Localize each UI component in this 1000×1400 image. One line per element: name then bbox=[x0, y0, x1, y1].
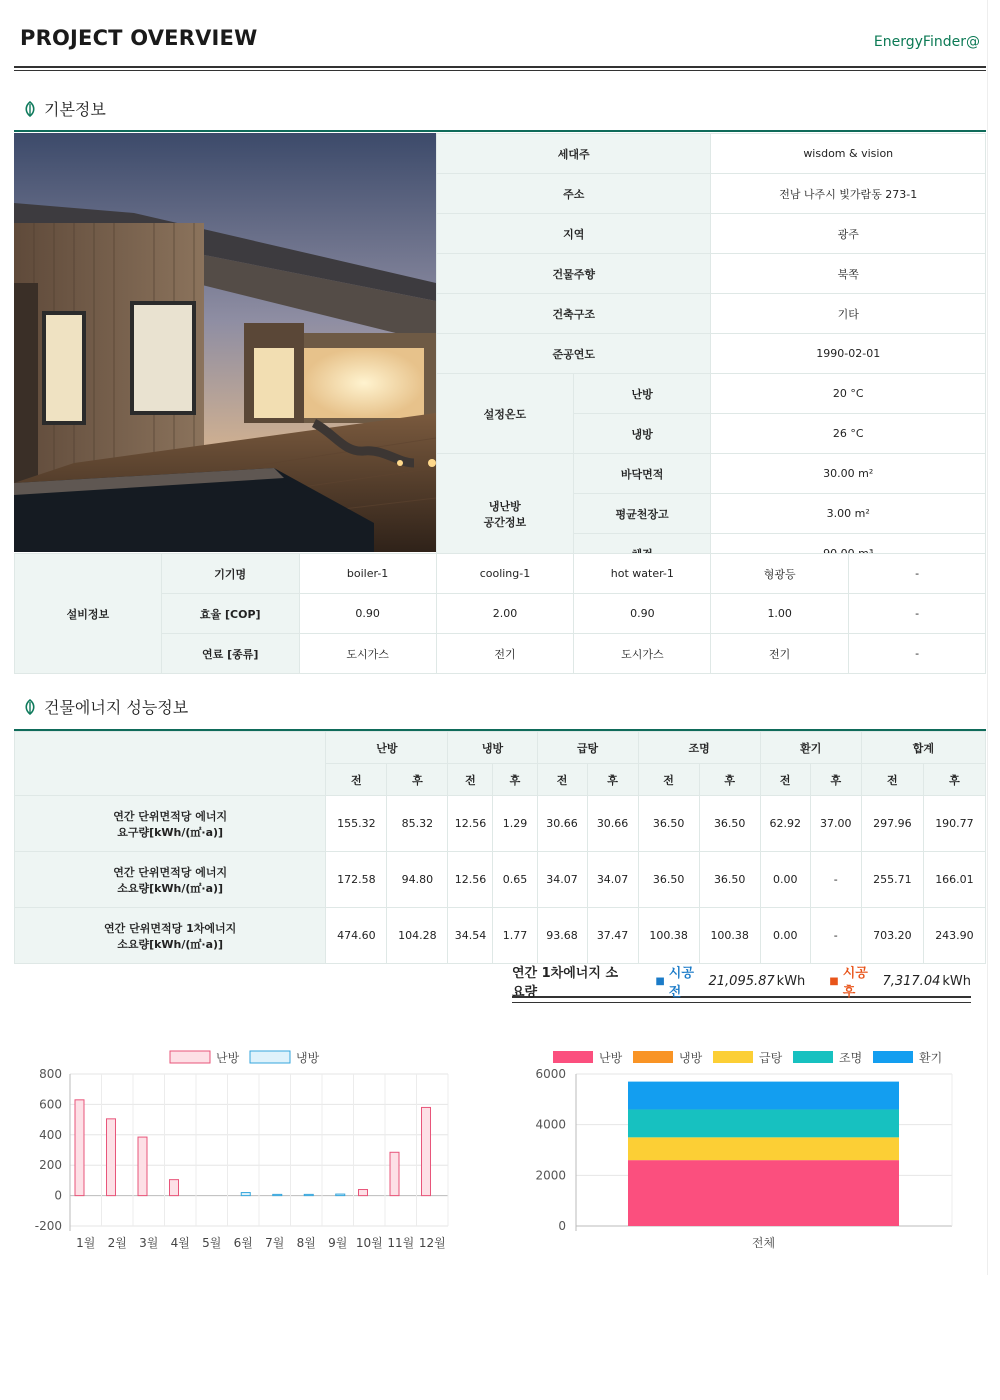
info-label: 준공연도 bbox=[437, 334, 711, 374]
cell: 0.00 bbox=[760, 852, 810, 908]
x-tick-label: 8월 bbox=[296, 1236, 316, 1250]
table-header-row bbox=[15, 732, 986, 764]
table-row bbox=[437, 174, 986, 214]
leaf-icon bbox=[22, 699, 38, 715]
info-label: 주소 bbox=[437, 174, 711, 214]
cell: 도시가스 bbox=[299, 634, 436, 674]
bar-냉방 bbox=[304, 1194, 313, 1195]
cell: 1.77 bbox=[493, 908, 537, 964]
total-stack-chart bbox=[500, 1040, 970, 1260]
cell: 1.00 bbox=[711, 594, 849, 634]
table-row bbox=[437, 454, 986, 494]
ceiling-value: 3.00 m² bbox=[711, 494, 986, 534]
cell: 255.71 bbox=[861, 852, 923, 908]
row-label bbox=[15, 908, 326, 964]
y-tick-label: 600 bbox=[39, 1097, 62, 1112]
table-row bbox=[437, 254, 986, 294]
cell: 전기 bbox=[436, 634, 574, 674]
legend-label: 난방 bbox=[599, 1051, 623, 1065]
before-header: 전 bbox=[448, 764, 493, 796]
group-header: 냉방 bbox=[448, 732, 537, 764]
x-tick-label: 전체 bbox=[751, 1236, 776, 1250]
y-tick-label: 400 bbox=[39, 1127, 62, 1142]
performance-table bbox=[14, 731, 986, 964]
floor-label: 바닥면적 bbox=[573, 454, 711, 494]
x-tick-label: 11월 bbox=[387, 1236, 415, 1250]
cell: 243.90 bbox=[923, 908, 985, 964]
group-header: 합계 bbox=[861, 732, 985, 764]
x-tick-label: 3월 bbox=[139, 1236, 159, 1250]
cell: 1.29 bbox=[493, 796, 537, 852]
info-label: 세대주 bbox=[437, 134, 711, 174]
after-header: 후 bbox=[699, 764, 760, 796]
row-label-line2: 소요량[kWh/(㎡·a)] bbox=[117, 881, 224, 895]
building-photo bbox=[14, 133, 436, 552]
cooling-temp: 26 °C bbox=[711, 414, 986, 454]
after-header: 후 bbox=[493, 764, 537, 796]
cell: 34.54 bbox=[448, 908, 493, 964]
cell: hot water-1 bbox=[574, 554, 711, 594]
table-row bbox=[15, 852, 986, 908]
y-tick-label: 800 bbox=[39, 1067, 62, 1081]
space-label-line1: 냉난방 bbox=[488, 499, 521, 513]
section-basic-title bbox=[22, 97, 106, 120]
info-value: 광주 bbox=[711, 214, 986, 254]
ceiling-label: 평균천장고 bbox=[573, 494, 711, 534]
legend-label: 냉방 bbox=[679, 1051, 703, 1065]
section-divider bbox=[14, 130, 986, 132]
bar-난방 bbox=[359, 1190, 368, 1196]
legend-label: 환기 bbox=[919, 1051, 943, 1065]
brand-logo[interactable]: EnergyFinder@ bbox=[873, 34, 980, 50]
page-title: PROJECT OVERVIEW bbox=[20, 26, 258, 50]
cell: 297.96 bbox=[861, 796, 923, 852]
cell: 37.00 bbox=[810, 796, 861, 852]
stack-segment-급탕 bbox=[628, 1137, 899, 1160]
monthly-chart bbox=[14, 1040, 474, 1260]
cell: 34.07 bbox=[537, 852, 587, 908]
after-header: 후 bbox=[587, 764, 638, 796]
x-tick-label: 10월 bbox=[355, 1236, 383, 1250]
space-label-line2: 공간정보 bbox=[483, 515, 527, 529]
report-header bbox=[14, 20, 986, 70]
cell: 30.66 bbox=[537, 796, 587, 852]
row-label: 효율 [COP] bbox=[161, 594, 299, 634]
legend-label: 냉방 bbox=[296, 1051, 320, 1065]
cell: - bbox=[810, 908, 861, 964]
cell: - bbox=[849, 634, 986, 674]
y-tick-label: 0 bbox=[54, 1188, 62, 1203]
cell: 형광등 bbox=[711, 554, 849, 594]
info-value: 북쪽 bbox=[711, 254, 986, 294]
cell: 0.00 bbox=[760, 908, 810, 964]
bar-난방 bbox=[422, 1107, 431, 1195]
table-row bbox=[437, 214, 986, 254]
group-header: 난방 bbox=[326, 732, 448, 764]
cell: 2.00 bbox=[436, 594, 574, 634]
cell: 94.80 bbox=[387, 852, 448, 908]
cell: - bbox=[849, 594, 986, 634]
row-label-line2: 소요량[kWh/(㎡·a)] bbox=[117, 937, 224, 951]
legend-swatch bbox=[633, 1051, 673, 1063]
x-tick-label: 6월 bbox=[233, 1236, 253, 1250]
table-row bbox=[437, 374, 986, 414]
heating-temp: 20 °C bbox=[711, 374, 986, 414]
cell: 도시가스 bbox=[574, 634, 711, 674]
cell: 34.07 bbox=[587, 852, 638, 908]
after-header: 후 bbox=[387, 764, 448, 796]
info-value: wisdom & vision bbox=[711, 134, 986, 174]
group-header: 급탕 bbox=[537, 732, 638, 764]
equipment-table bbox=[14, 553, 986, 674]
before-header: 전 bbox=[638, 764, 699, 796]
table-row bbox=[15, 796, 986, 852]
leaf-icon bbox=[22, 101, 38, 117]
bar-난방 bbox=[170, 1180, 179, 1196]
y-tick-label: -200 bbox=[34, 1219, 62, 1233]
cell: 62.92 bbox=[760, 796, 810, 852]
legend-label: 급탕 bbox=[759, 1051, 783, 1065]
before-header: 전 bbox=[760, 764, 810, 796]
header-divider bbox=[14, 66, 986, 71]
stack-segment-조명 bbox=[628, 1109, 899, 1137]
after-square-icon: ■ bbox=[829, 975, 839, 987]
table-row bbox=[15, 554, 986, 594]
cell: 703.20 bbox=[861, 908, 923, 964]
row-label-line2: 요구량[kWh/(㎡·a)] bbox=[117, 825, 224, 839]
cell: - bbox=[810, 852, 861, 908]
cell: 36.50 bbox=[699, 796, 760, 852]
cooling-label: 냉방 bbox=[573, 414, 711, 454]
info-label: 건축구조 bbox=[437, 294, 711, 334]
bar-난방 bbox=[390, 1152, 399, 1195]
info-label: 지역 bbox=[437, 214, 711, 254]
y-tick-label: 2000 bbox=[535, 1168, 566, 1183]
y-tick-label: 200 bbox=[39, 1158, 62, 1173]
row-label-line1: 연간 단위면적당 1차에너지 bbox=[104, 921, 237, 935]
bar-난방 bbox=[138, 1137, 147, 1196]
row-label-line1: 연간 단위면적당 에너지 bbox=[113, 865, 228, 879]
corner-cell bbox=[15, 732, 326, 796]
cell: 12.56 bbox=[448, 852, 493, 908]
section-basic-label: 기본정보 bbox=[44, 100, 106, 119]
cell: 36.50 bbox=[638, 852, 699, 908]
section-perf-label: 건물에너지 성능정보 bbox=[44, 698, 189, 717]
row-label bbox=[15, 796, 326, 852]
cell: 104.28 bbox=[387, 908, 448, 964]
legend-swatch bbox=[553, 1051, 593, 1063]
energy-summary bbox=[512, 966, 971, 1003]
before-header: 전 bbox=[537, 764, 587, 796]
y-tick-label: 6000 bbox=[535, 1067, 566, 1081]
cell: 85.32 bbox=[387, 796, 448, 852]
equipment-label: 설비정보 bbox=[15, 554, 162, 674]
table-row bbox=[437, 134, 986, 174]
heating-label: 난방 bbox=[573, 374, 711, 414]
cell: 36.50 bbox=[638, 796, 699, 852]
legend-swatch bbox=[713, 1051, 753, 1063]
table-row bbox=[437, 294, 986, 334]
after-unit: kWh bbox=[942, 973, 971, 989]
temp-label: 설정온도 bbox=[437, 374, 574, 454]
x-tick-label: 12월 bbox=[418, 1236, 446, 1250]
cell: 37.47 bbox=[587, 908, 638, 964]
cell: 190.77 bbox=[923, 796, 985, 852]
legend-swatch bbox=[250, 1051, 290, 1063]
row-label: 기기명 bbox=[161, 554, 299, 594]
table-row bbox=[15, 908, 986, 964]
row-label bbox=[15, 852, 326, 908]
info-value: 전남 나주시 빛가람동 273-1 bbox=[711, 174, 986, 214]
bar-냉방 bbox=[273, 1194, 282, 1195]
y-tick-label: 4000 bbox=[535, 1117, 566, 1132]
section-perf-title bbox=[22, 695, 188, 718]
after-value: 7,317.04 bbox=[882, 973, 941, 989]
legend-swatch bbox=[170, 1051, 210, 1063]
legend-label: 조명 bbox=[839, 1051, 863, 1065]
table-row bbox=[437, 334, 986, 374]
bar-난방 bbox=[75, 1100, 84, 1196]
cell: - bbox=[849, 554, 986, 594]
before-header: 전 bbox=[326, 764, 387, 796]
row-label: 연료 [종류] bbox=[161, 634, 299, 674]
cell: 30.66 bbox=[587, 796, 638, 852]
floor-value: 30.00 m² bbox=[711, 454, 986, 494]
x-tick-label: 2월 bbox=[107, 1236, 127, 1250]
stack-segment-난방 bbox=[628, 1160, 899, 1226]
cell: 166.01 bbox=[923, 852, 985, 908]
x-tick-label: 4월 bbox=[170, 1236, 190, 1250]
legend-label: 난방 bbox=[216, 1051, 240, 1065]
basic-info-table bbox=[436, 133, 986, 574]
bar-냉방 bbox=[336, 1194, 345, 1196]
legend-swatch bbox=[793, 1051, 833, 1063]
cell: 100.38 bbox=[699, 908, 760, 964]
cell: 474.60 bbox=[326, 908, 387, 964]
x-tick-label: 7월 bbox=[265, 1236, 285, 1250]
group-header: 환기 bbox=[760, 732, 861, 764]
cell: 172.58 bbox=[326, 852, 387, 908]
bar-냉방 bbox=[241, 1193, 250, 1196]
after-label: 시공후 bbox=[842, 966, 868, 1000]
before-header: 전 bbox=[861, 764, 923, 796]
cell: boiler-1 bbox=[299, 554, 436, 594]
cell: 0.90 bbox=[299, 594, 436, 634]
row-label-line1: 연간 단위면적당 에너지 bbox=[113, 809, 228, 823]
summary-label: 연간 1차에너지 소요량 bbox=[512, 966, 619, 1000]
after-header: 후 bbox=[810, 764, 861, 796]
cell: 155.32 bbox=[326, 796, 387, 852]
before-square-icon: ■ bbox=[655, 975, 665, 987]
info-value: 기타 bbox=[711, 294, 986, 334]
before-unit: kWh bbox=[776, 973, 806, 989]
info-label: 건물주향 bbox=[437, 254, 711, 294]
legend-swatch bbox=[873, 1051, 913, 1063]
x-tick-label: 5월 bbox=[202, 1236, 222, 1250]
cell: cooling-1 bbox=[436, 554, 574, 594]
cell: 12.56 bbox=[448, 796, 493, 852]
y-tick-label: 0 bbox=[558, 1219, 566, 1233]
after-header: 후 bbox=[923, 764, 985, 796]
cell: 0.90 bbox=[574, 594, 711, 634]
cell: 93.68 bbox=[537, 908, 587, 964]
cell: 36.50 bbox=[699, 852, 760, 908]
x-tick-label: 1월 bbox=[76, 1236, 96, 1250]
cell: 100.38 bbox=[638, 908, 699, 964]
before-label: 시공전 bbox=[668, 966, 694, 1000]
cell: 전기 bbox=[711, 634, 849, 674]
bar-난방 bbox=[107, 1119, 116, 1196]
info-value: 1990-02-01 bbox=[711, 334, 986, 374]
group-header: 조명 bbox=[638, 732, 760, 764]
cell: 0.65 bbox=[493, 852, 537, 908]
stack-segment-환기 bbox=[628, 1082, 899, 1110]
x-tick-label: 9월 bbox=[328, 1236, 348, 1250]
before-value: 21,095.87 bbox=[708, 973, 775, 989]
